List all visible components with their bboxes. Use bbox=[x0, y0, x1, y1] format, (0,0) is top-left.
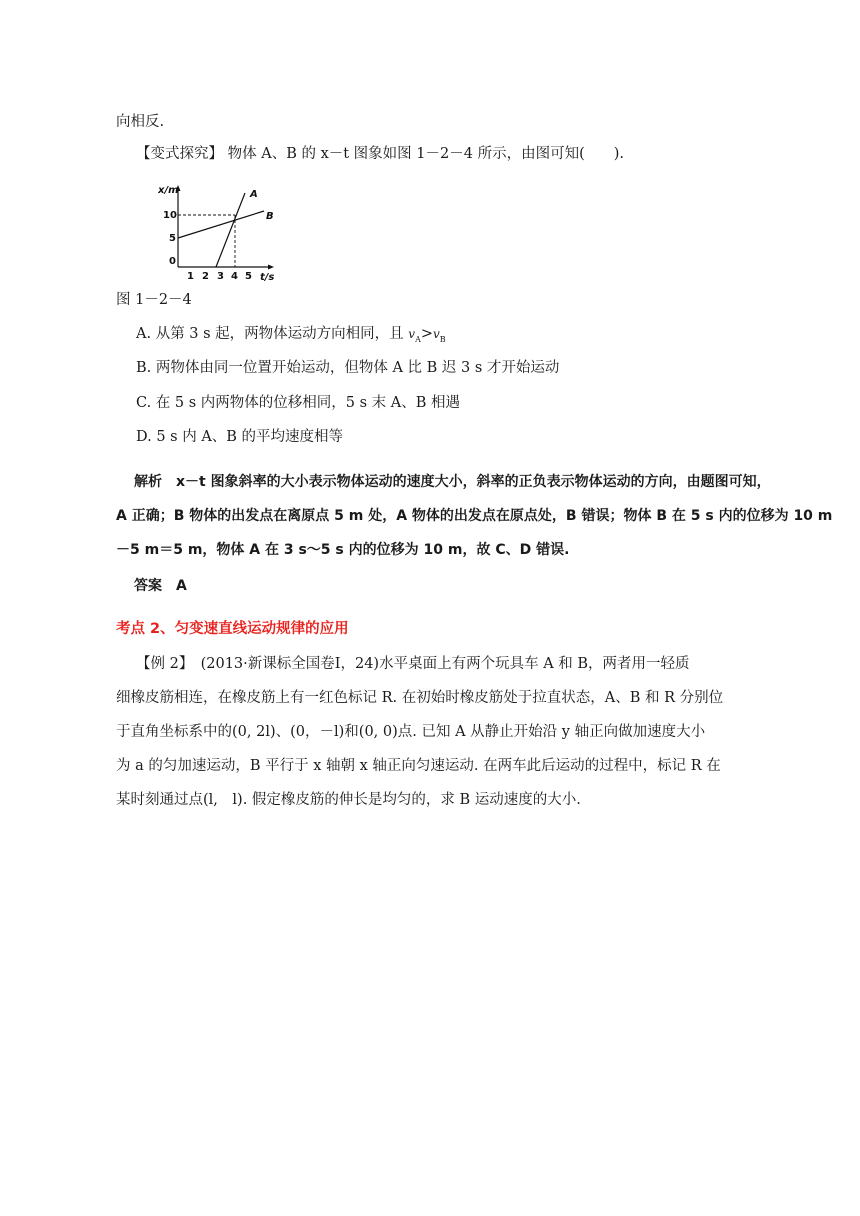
option-a-vb: v bbox=[433, 327, 440, 341]
y-tick-0: 0 bbox=[169, 256, 176, 267]
y-axis-label: x/m bbox=[158, 185, 179, 196]
intro-tail: 向相反. bbox=[116, 114, 165, 130]
variant-tag: 【变式探究】 bbox=[136, 146, 223, 162]
x-tick-3: 3 bbox=[217, 271, 224, 282]
answer: 答案 A bbox=[134, 578, 187, 594]
example-line-2: 细橡皮筋相连，在橡皮筋上有一红色标记 R. 在初始时橡皮筋处于拉直状态，A、B 和 R 分别位 bbox=[116, 690, 724, 706]
option-a-va: v bbox=[408, 327, 416, 341]
option-c: C. 在 5 s 内两物体的位移相同，5 s 末 A、B 相遇 bbox=[136, 395, 461, 411]
analysis-line-3: －5 m＝5 m，物体 A 在 3 s～5 s 内的位移为 10 m，故 C、D 错误. bbox=[116, 542, 570, 558]
x-tick-4: 4 bbox=[231, 271, 238, 282]
option-a-vb-sub: B bbox=[439, 334, 446, 344]
y-tick-10: 10 bbox=[163, 210, 177, 221]
example-line-4: 为 a 的匀加速运动，B 平行于 x 轴朝 x 轴正向匀速运动. 在两车此后运动的过程中，标记 R 在 bbox=[116, 758, 721, 774]
option-d: D. 5 s 内 A、B 的平均速度相等 bbox=[136, 429, 344, 445]
line-a-label: A bbox=[250, 189, 258, 200]
option-a bbox=[136, 324, 446, 350]
example-line-1: 【例 2】 (2013·新课标全国卷Ⅰ，24)水平桌面上有两个玩具车 A 和 B，两者用一轻质 bbox=[136, 656, 690, 672]
section-title: 考点 2、匀变速直线运动规律的应用 bbox=[116, 621, 349, 637]
x-tick-2: 2 bbox=[202, 271, 209, 282]
x-axis-arrow bbox=[268, 265, 274, 270]
analysis-line-2: A 正确；B 物体的出发点在离原点 5 m 处，A 物体的出发点在原点处，B 错误；物体 B 在 5 s 内的位移为 10 m bbox=[116, 508, 833, 524]
x-tick-5: 5 bbox=[245, 271, 252, 282]
figure-caption: 图 1－2－4 bbox=[116, 292, 192, 308]
analysis-line-1: 解析 x－t 图象斜率的大小表示物体运动的速度大小，斜率的正负表示物体运动的方向，由题图可知， bbox=[134, 474, 771, 490]
option-b: B. 两物体由同一位置开始运动，但物体 A 比 B 迟 3 s 才开始运动 bbox=[136, 360, 560, 376]
example-line-3: 于直角坐标系中的(0, 2l)、(0，－l)和(0, 0)点. 已知 A 从静止开始沿 y 轴正向做加速度大小 bbox=[116, 724, 706, 740]
option-a-text: A. 从第 3 s 起，两物体运动方向相同，且 bbox=[136, 326, 409, 342]
y-tick-5: 5 bbox=[169, 233, 176, 244]
variant-question bbox=[136, 144, 624, 164]
x-axis-label: t/s bbox=[260, 272, 275, 283]
option-a-va-sub: A bbox=[415, 334, 421, 344]
option-a-gt: > bbox=[420, 326, 434, 342]
example-line-5: 某时刻通过点(l, l). 假定橡皮筋的伸长是均匀的，求 B 运动速度的大小. bbox=[116, 792, 581, 808]
variant-text: 物体 A、B 的 x－t 图象如图 1－2－4 所示，由图可知( ). bbox=[227, 146, 624, 162]
line-b-label: B bbox=[266, 211, 274, 222]
x-tick-1: 1 bbox=[187, 271, 194, 282]
line-a bbox=[216, 193, 245, 267]
xt-graph bbox=[158, 183, 288, 283]
